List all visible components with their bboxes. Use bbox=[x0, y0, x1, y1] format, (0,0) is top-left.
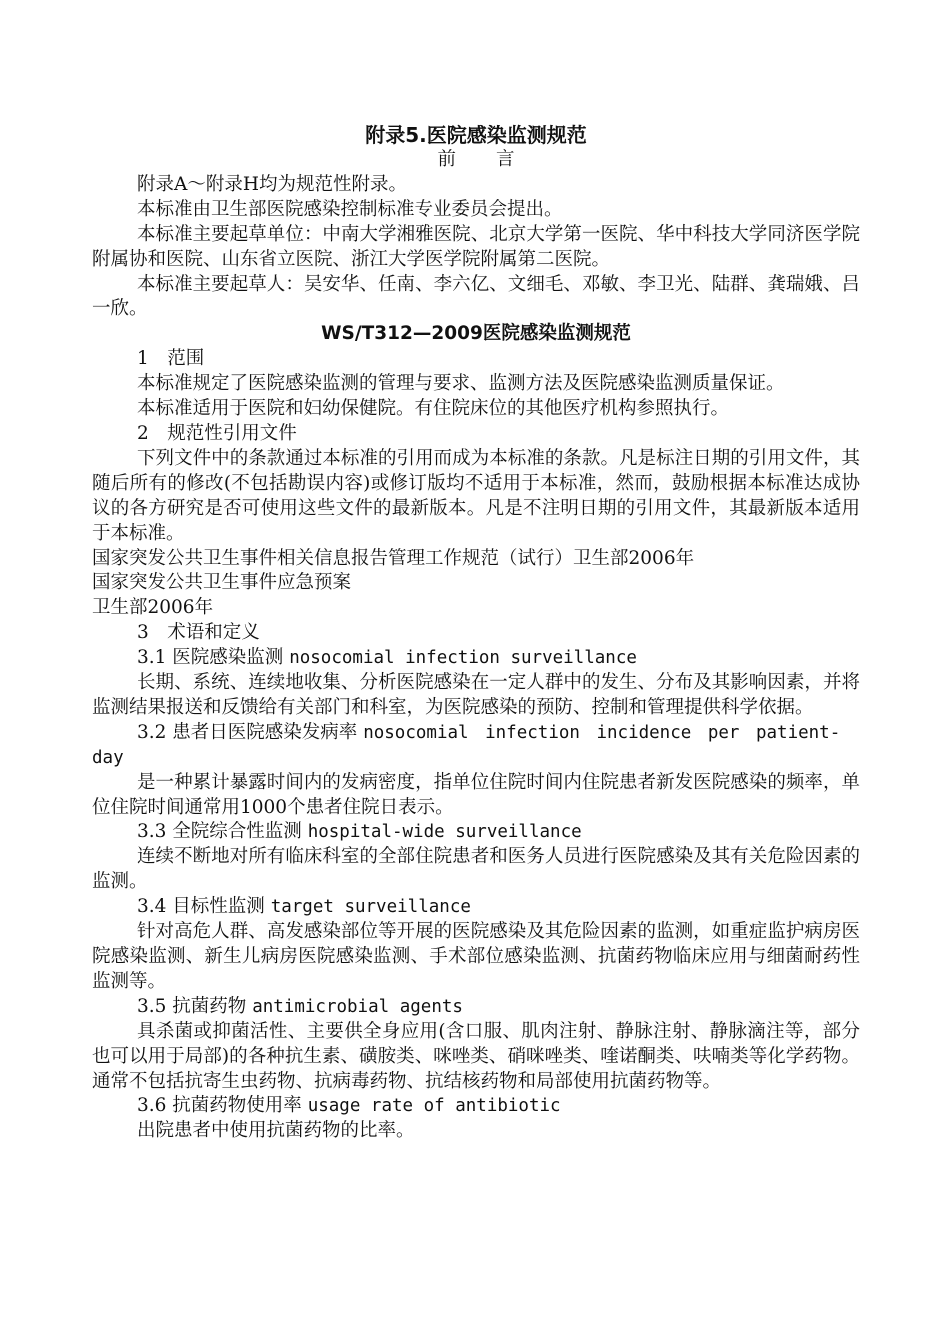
term-number-cn: 3.3 全院综合性监测 bbox=[137, 821, 302, 843]
reference-name: 国家突发公共卫生事件相关信息报告管理工作规范（试行） bbox=[92, 547, 574, 569]
preface-paragraph: 附录A～附录H均为规范性附录。 bbox=[137, 173, 407, 195]
term-english: usage rate of antibiotic bbox=[307, 1096, 561, 1117]
standard-title: WS/T312—2009医院感染监测规范 bbox=[321, 323, 631, 345]
term-number-cn: 3.6 抗菌药物使用率 bbox=[137, 1095, 302, 1117]
term-definition: 具杀菌或抑菌活性、主要供全身应用(含口服、肌肉注射、静脉注射、静脉滴注等，部分也可以用于局部)的各种抗生素、磺胺类、咪唑类、硝咪唑类、喹诺酮类、呋喃类等化学药物。通常不包括抗寄生虫药物、抗病毒药物、抗结核药物和局部使用抗菌药物等。 bbox=[92, 1020, 860, 1092]
term-number-cn: 3.2 患者日医院感染发病率 bbox=[137, 721, 358, 743]
term-number-cn: 3.1 医院感染监测 bbox=[137, 647, 284, 669]
term-definition: 是一种累计暴露时间内的发病密度，指单位住院时间内住院患者新发医院感染的频率，单位住院时间通常用1000个患者住院日表示。 bbox=[92, 771, 860, 818]
preface-heading: 前言 bbox=[437, 149, 555, 170]
preface-paragraph: 本标准由卫生部医院感染控制标准专业委员会提出。 bbox=[137, 198, 563, 220]
term-definition: 连续不断地对所有临床科室的全部住院患者和医务人员进行医院感染及其有关危险因素的监测。 bbox=[92, 846, 860, 893]
section-heading: 1 范围 bbox=[137, 348, 205, 370]
document-title: 附录5.医院感染监测规范 bbox=[365, 123, 587, 147]
section-heading: 2 规范性引用文件 bbox=[137, 422, 297, 444]
reference-name: 国家突发公共卫生事件应急预案 bbox=[92, 572, 352, 594]
reference-issuer: 卫生部2006年 bbox=[92, 597, 214, 619]
term-heading bbox=[92, 1094, 860, 1119]
term-number-cn: 3.5 抗菌药物 bbox=[137, 995, 247, 1017]
term-heading bbox=[92, 895, 860, 920]
section-paragraph: 本标准规定了医院感染监测的管理与要求、监测方法及医院感染监测质量保证。 bbox=[137, 373, 785, 395]
term-english: target surveillance bbox=[270, 897, 471, 918]
term-english: nosocomial infection incidence per patient-day bbox=[92, 722, 841, 768]
section-paragraph: 本标准适用于医院和妇幼保健院。有住院床位的其他医疗机构参照执行。 bbox=[137, 398, 730, 420]
preface-paragraph: 本标准主要起草人：吴安华、任南、李六亿、文细毛、邓敏、李卫光、陆群、龚瑞娥、吕一欣。 bbox=[92, 273, 860, 320]
preface-paragraph: 本标准主要起草单位：中南大学湘雅医院、北京大学第一医院、华中科技大学同济医学院附属协和医院、山东省立医院、浙江大学医学院附属第二医院。 bbox=[92, 223, 860, 270]
term-heading bbox=[92, 995, 860, 1020]
term-english: nosocomial infection surveillance bbox=[289, 648, 637, 669]
reference-issuer: 卫生部2006年 bbox=[573, 547, 695, 569]
term-english: hospital-wide surveillance bbox=[307, 822, 582, 843]
section-paragraph: 下列文件中的条款通过本标准的引用而成为本标准的条款。凡是标注日期的引用文件，其随后所有的修改(不包括勘误内容)或修订版均不适用于本标准，然而，鼓励根据本标准达成协议的各方研究是否可使用这些文件的最新版本。凡是不注明日期的引用文件，其最新版本适用于本标准。 bbox=[92, 447, 860, 544]
term-heading bbox=[92, 721, 860, 771]
term-definition: 长期、系统、连续地收集、分析医院感染在一定人群中的发生、分布及其影响因素，并将监测结果报送和反馈给有关部门和科室，为医院感染的预防、控制和管理提供科学依据。 bbox=[92, 672, 860, 718]
term-english: antimicrobial agents bbox=[252, 996, 463, 1017]
term-definition: 出院患者中使用抗菌药物的比率。 bbox=[137, 1120, 415, 1142]
section-heading: 3 术语和定义 bbox=[137, 622, 260, 644]
term-number-cn: 3.4 目标性监测 bbox=[137, 896, 265, 918]
term-definition: 针对高危人群、高发感染部位等开展的医院感染及其危险因素的监测，如重症监护病房医院感染监测、新生儿病房医院感染监测、手术部位感染监测、抗菌药物临床应用与细菌耐药性监测等。 bbox=[92, 921, 860, 992]
term-heading bbox=[92, 646, 860, 671]
reference-entry bbox=[92, 547, 860, 572]
term-heading bbox=[92, 820, 860, 845]
document-page bbox=[92, 118, 860, 1144]
